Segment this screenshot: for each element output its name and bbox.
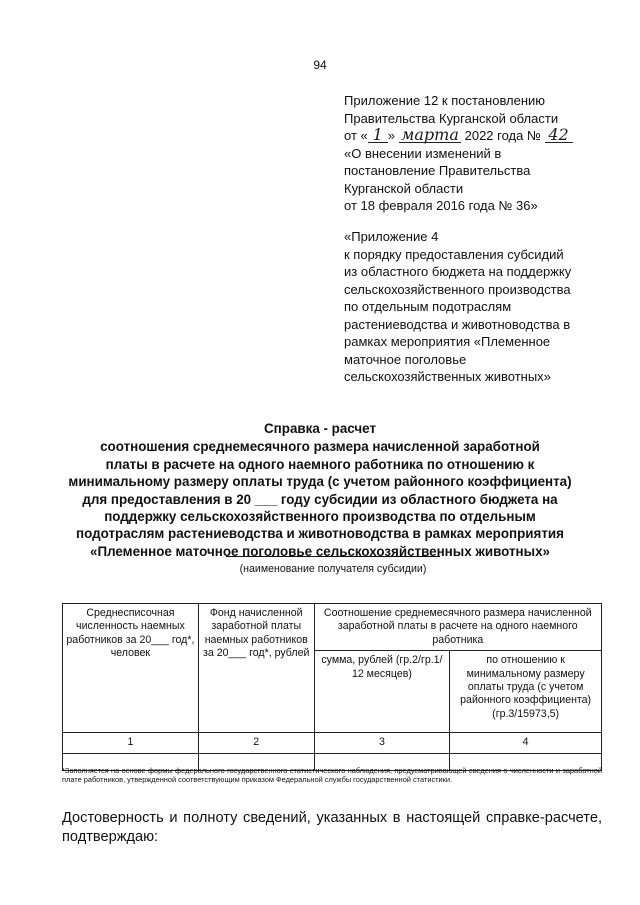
recipient-caption: (наименование получателя субсидии): [239, 563, 427, 575]
appendix-header: [344, 92, 614, 215]
appendix-line-5: постановление Правительства: [344, 163, 531, 178]
appendix-line-7: от 18 февраля 2016 года № 36»: [344, 198, 538, 213]
appendix-4-line: из областного бюджета на поддержку: [344, 264, 572, 279]
appendix-4-line: «Приложение 4: [344, 229, 439, 244]
header-employee-count: Среднесписочная численность наемных работников за 20___ год*, человек: [63, 604, 199, 733]
header-ratio-min-wage: по отношению к минимальному размеру оплаты труда (с учетом районного коэффициента) (гр.3/15973,5): [450, 651, 602, 733]
title-line: «Племенное маточное поголовье сельскохозяйственных животных»: [90, 543, 550, 559]
appendix-4-line: сельскохозяйственного производства: [344, 281, 571, 297]
title-line: минимальному размеру оплаты труда (с учетом районного коэффициента): [68, 474, 572, 490]
column-number: 1: [63, 733, 199, 753]
appendix-4-line: рамках мероприятия «Племенное: [344, 334, 551, 349]
header-sum-rubles: сумма, рублей (гр.2/гр.1/ 12 месяцев): [314, 651, 450, 733]
appendix-line-2: Правительства Курганской области: [344, 110, 559, 126]
calculation-table: [62, 603, 602, 771]
title-line: подотраслям растениеводства и животноводства в рамках мероприятия: [76, 526, 564, 542]
appendix-4-line: по отдельным подотраслям: [344, 299, 512, 314]
title-line: поддержку сельскохозяйственного производства по отдельным: [104, 509, 536, 525]
recipient-name-field: [226, 556, 440, 575]
handwritten-number: 42: [545, 128, 573, 143]
header-ratio-group: Соотношение среднемесячного размера начисленной заработной платы в расчете на одного наемного работника: [314, 604, 601, 651]
appendix-line-1: Приложение 12 к постановлению: [344, 93, 546, 108]
appendix-4-line: сельскохозяйственных животных»: [344, 369, 551, 384]
appendix-4-header: [344, 228, 624, 386]
page-number: 94: [313, 58, 327, 72]
appendix-4-line: растениеводства и животноводства в: [344, 316, 571, 332]
footnote: *Заполняется на основе формы федерального государственного статистического наблюдения, предусматривающей сведения о численности и заработной плате работников, утвержденной соответствующим приказом Федеральной службы государственной статистики.: [62, 766, 602, 785]
date-prefix: от «: [344, 128, 368, 143]
appendix-date-line: [344, 127, 614, 145]
appendix-4-line: к порядку предоставления субсидий: [344, 246, 564, 262]
handwritten-month: марта: [399, 128, 461, 143]
title-line: платы в расчете на одного наемного работника по отношению к: [105, 456, 535, 472]
document-title: [60, 420, 580, 560]
title-line: для предоставления в 20 ___ году субсидии из областного бюджета на: [82, 491, 558, 507]
confirmation-text: Достоверность и полноту сведений, указанных в настоящей справке-расчете, подтверждаю:: [62, 810, 602, 845]
appendix-4-line: маточное поголовье: [344, 351, 467, 367]
title-line: соотношения среднемесячного размера начисленной заработной: [100, 439, 540, 455]
column-number: 4: [450, 733, 602, 753]
appendix-line-4: «О внесении изменений в: [344, 145, 502, 161]
appendix-line-6: Курганской области: [344, 180, 464, 196]
date-separator: »: [387, 128, 395, 143]
column-number: 2: [198, 733, 314, 753]
title-heading: Справка - расчет: [264, 421, 376, 436]
column-number: 3: [314, 733, 450, 753]
date-year: 2022 года №: [464, 128, 541, 143]
handwritten-day: 1: [368, 128, 388, 143]
header-wage-fund: Фонд начисленной заработной платы наемных работников за 20___ год*, рублей: [198, 604, 314, 733]
